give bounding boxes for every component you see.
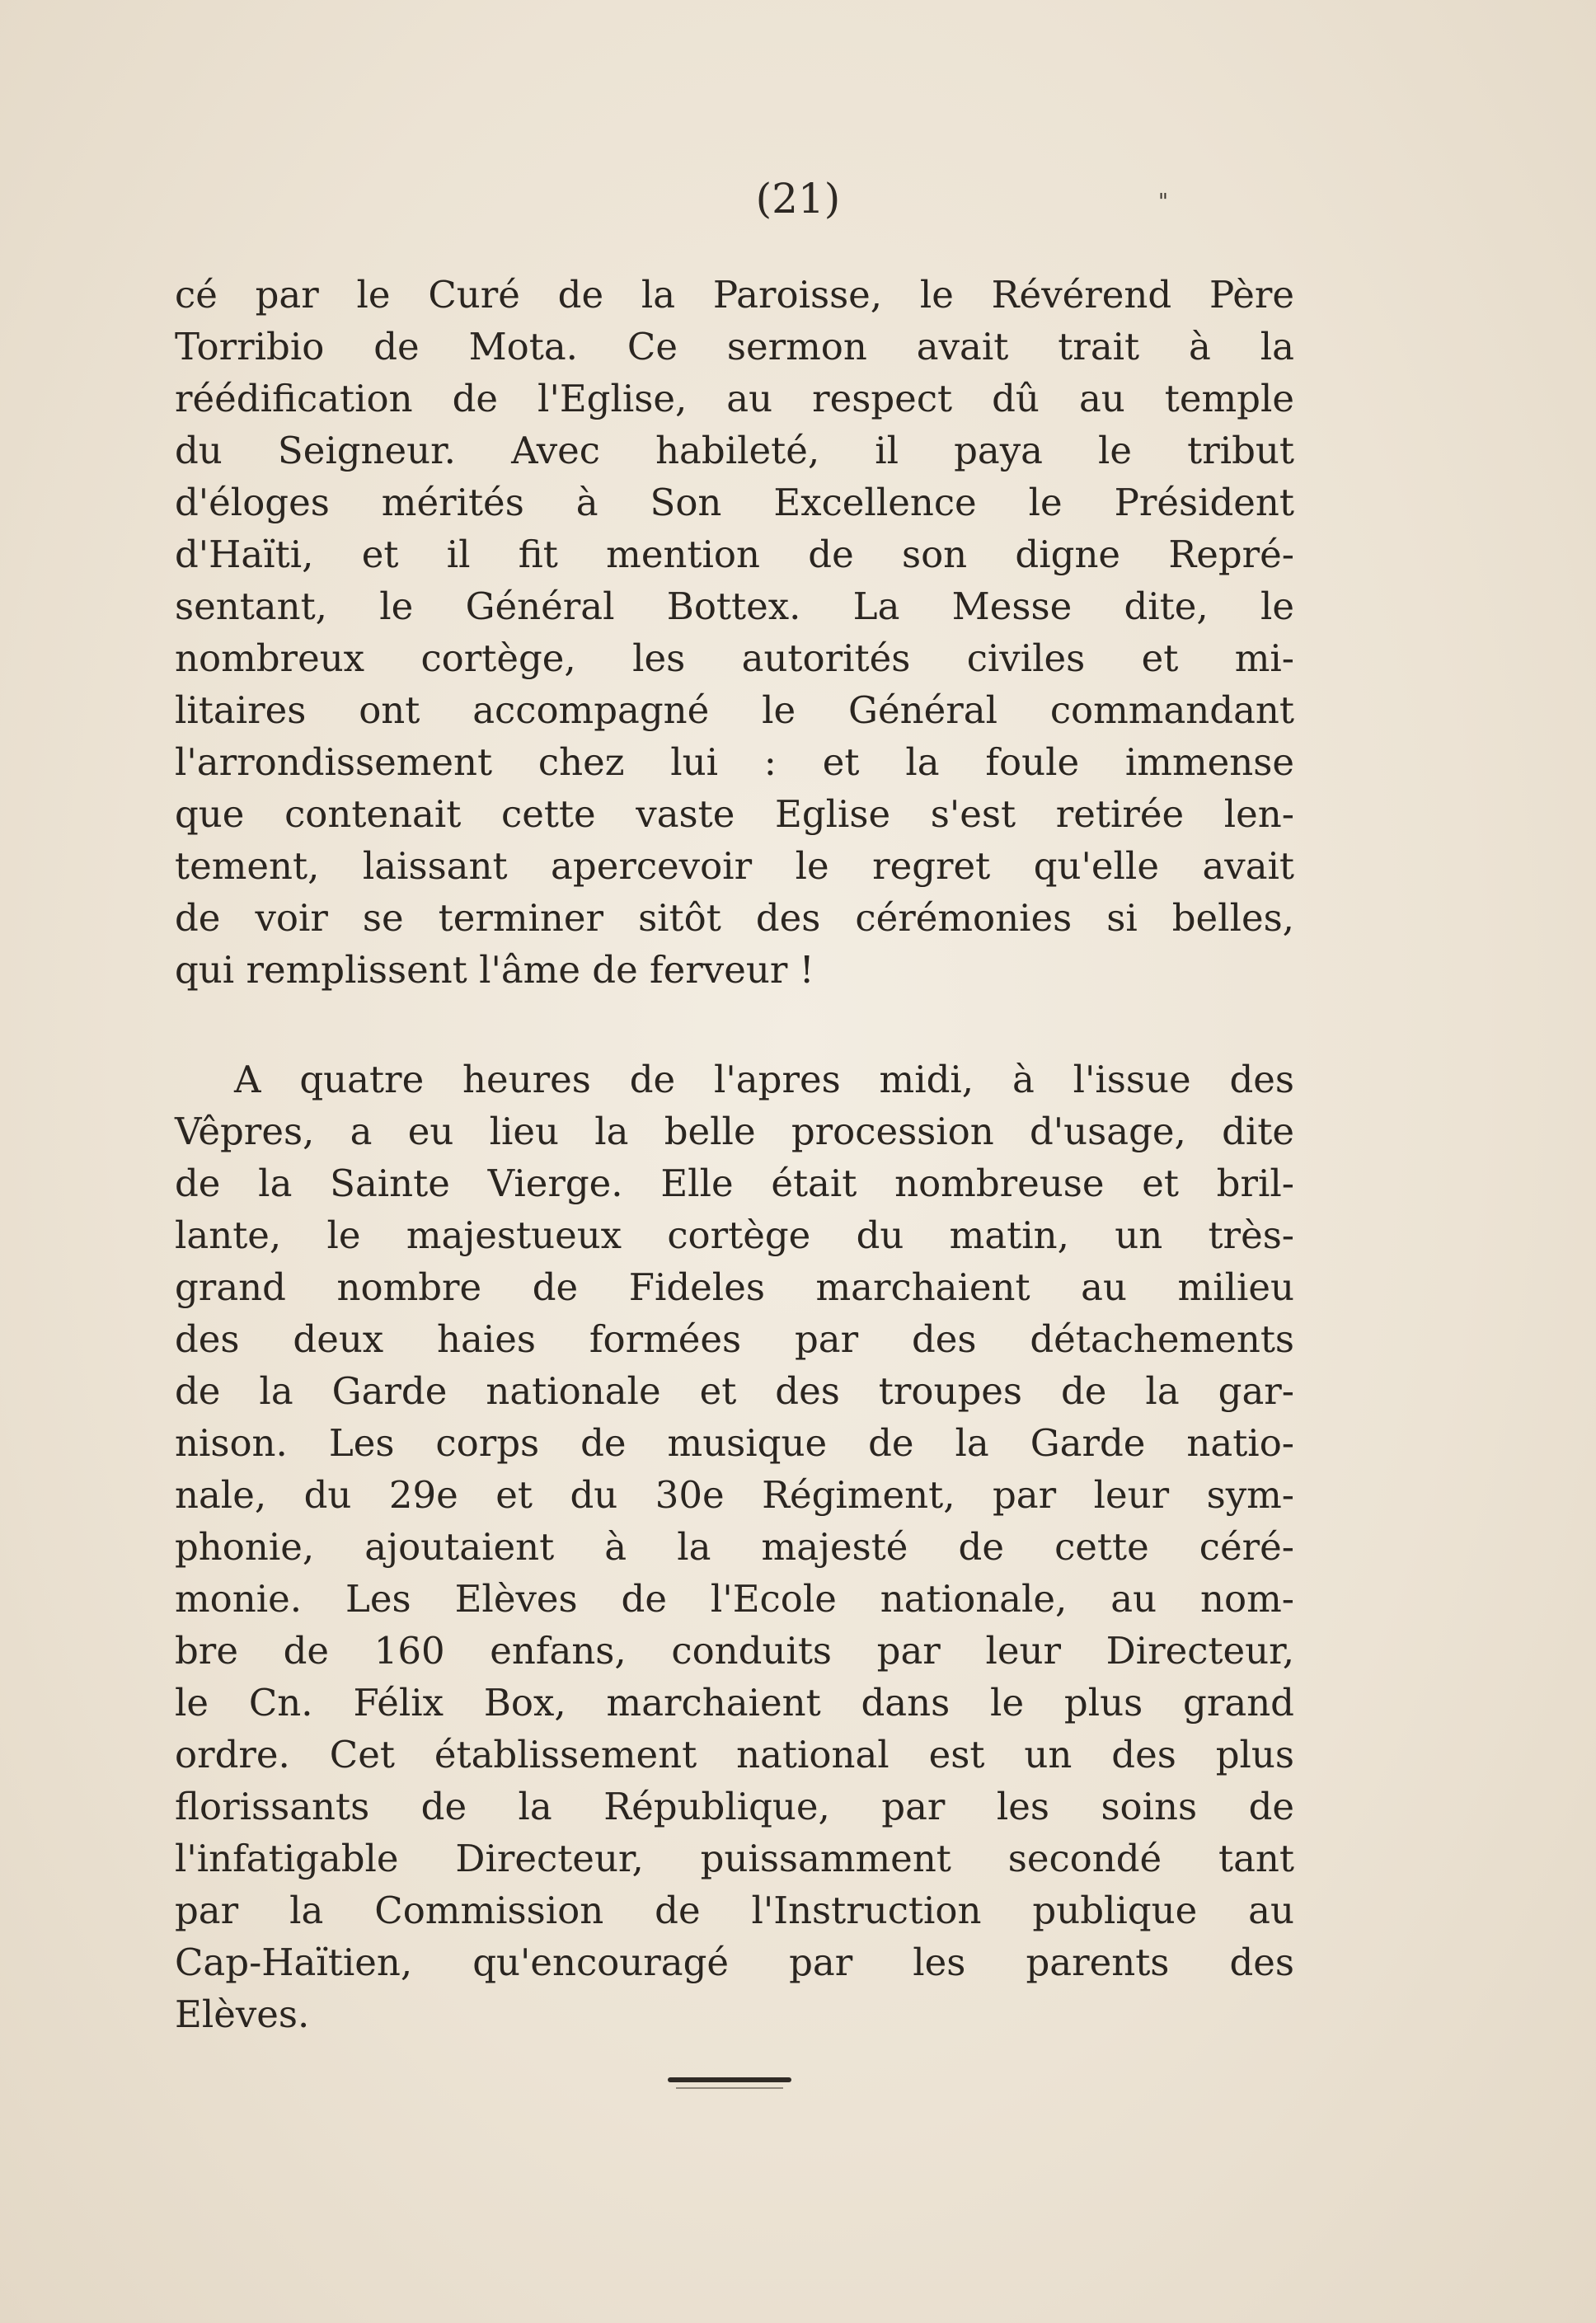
text-line: que contenait cette vaste Eglise s'est retirée len- bbox=[175, 792, 1294, 836]
text-line: l'infatigable Directeur, puissamment secondé tant bbox=[175, 1837, 1294, 1880]
text-line: litaires ont accompagné le Général commandant bbox=[175, 688, 1294, 732]
text-line: d'éloges mérités à Son Excellence le Président bbox=[175, 481, 1294, 524]
text-line: par la Commission de l'Instruction publique au bbox=[175, 1889, 1294, 1932]
text-line: florissants de la République, par les soins de bbox=[175, 1785, 1294, 1828]
text-line: grand nombre de Fideles marchaient au milieu bbox=[175, 1265, 1294, 1309]
end-ornament bbox=[668, 2077, 791, 2082]
text-line: Vêpres, a eu lieu la belle procession d'usage, dite bbox=[175, 1110, 1294, 1153]
text-line: du Seigneur. Avec habileté, il paya le tribut bbox=[175, 429, 1294, 472]
text-line: le Cn. Félix Box, marchaient dans le plus grand bbox=[175, 1681, 1294, 1725]
text-line: nison. Les corps de musique de la Garde natio- bbox=[175, 1421, 1294, 1465]
text-line: l'arrondissement chez lui : et la foule immense bbox=[175, 740, 1294, 784]
text-line: phonie, ajoutaient à la majesté de cette céré- bbox=[175, 1525, 1294, 1569]
text-line: réédification de l'Eglise, au respect dû au temple bbox=[175, 377, 1294, 420]
text-line: Elèves. bbox=[175, 1992, 310, 2036]
text-line: bre de 160 enfans, conduits par leur Directeur, bbox=[175, 1629, 1294, 1673]
text-line: nombreux cortège, les autorités civiles et mi- bbox=[175, 636, 1294, 680]
text-line: tement, laissant apercevoir le regret qu'elle avait bbox=[175, 844, 1294, 888]
text-line: nale, du 29e et du 30e Régiment, par leur sym- bbox=[175, 1473, 1294, 1517]
text-line: des deux haies formées par des détachements bbox=[175, 1317, 1294, 1361]
text-line: sentant, le Général Bottex. La Messe dite, le bbox=[175, 584, 1294, 628]
text-line: cé par le Curé de la Paroisse, le Révérend Père bbox=[175, 273, 1294, 317]
text-line: Torribio de Mota. Ce sermon avait trait à la bbox=[175, 325, 1294, 368]
text-line: d'Haïti, et il fit mention de son digne Repré- bbox=[175, 533, 1294, 576]
page-number: (21) bbox=[755, 175, 841, 223]
text-line: de la Sainte Vierge. Elle était nombreuse et bril- bbox=[175, 1162, 1294, 1205]
text-line: qui remplissent l'âme de ferveur ! bbox=[175, 948, 814, 992]
text-line: A quatre heures de l'apres midi, à l'issue des bbox=[234, 1058, 1294, 1101]
text-line: monie. Les Elèves de l'Ecole nationale, au nom- bbox=[175, 1577, 1294, 1621]
text-line: de voir se terminer sitôt des cérémonies si belles, bbox=[175, 896, 1294, 940]
text-line: ordre. Cet établissement national est un des plus bbox=[175, 1733, 1294, 1776]
text-line: Cap-Haïtien, qu'encouragé par les parents des bbox=[175, 1941, 1294, 1984]
paragraph-2 bbox=[175, 1054, 1294, 2040]
corner-mark: " bbox=[1158, 190, 1168, 214]
paragraph-1 bbox=[175, 269, 1294, 996]
text-line: lante, le majestueux cortège du matin, un très- bbox=[175, 1213, 1294, 1257]
text-line: de la Garde nationale et des troupes de la gar- bbox=[175, 1369, 1294, 1413]
